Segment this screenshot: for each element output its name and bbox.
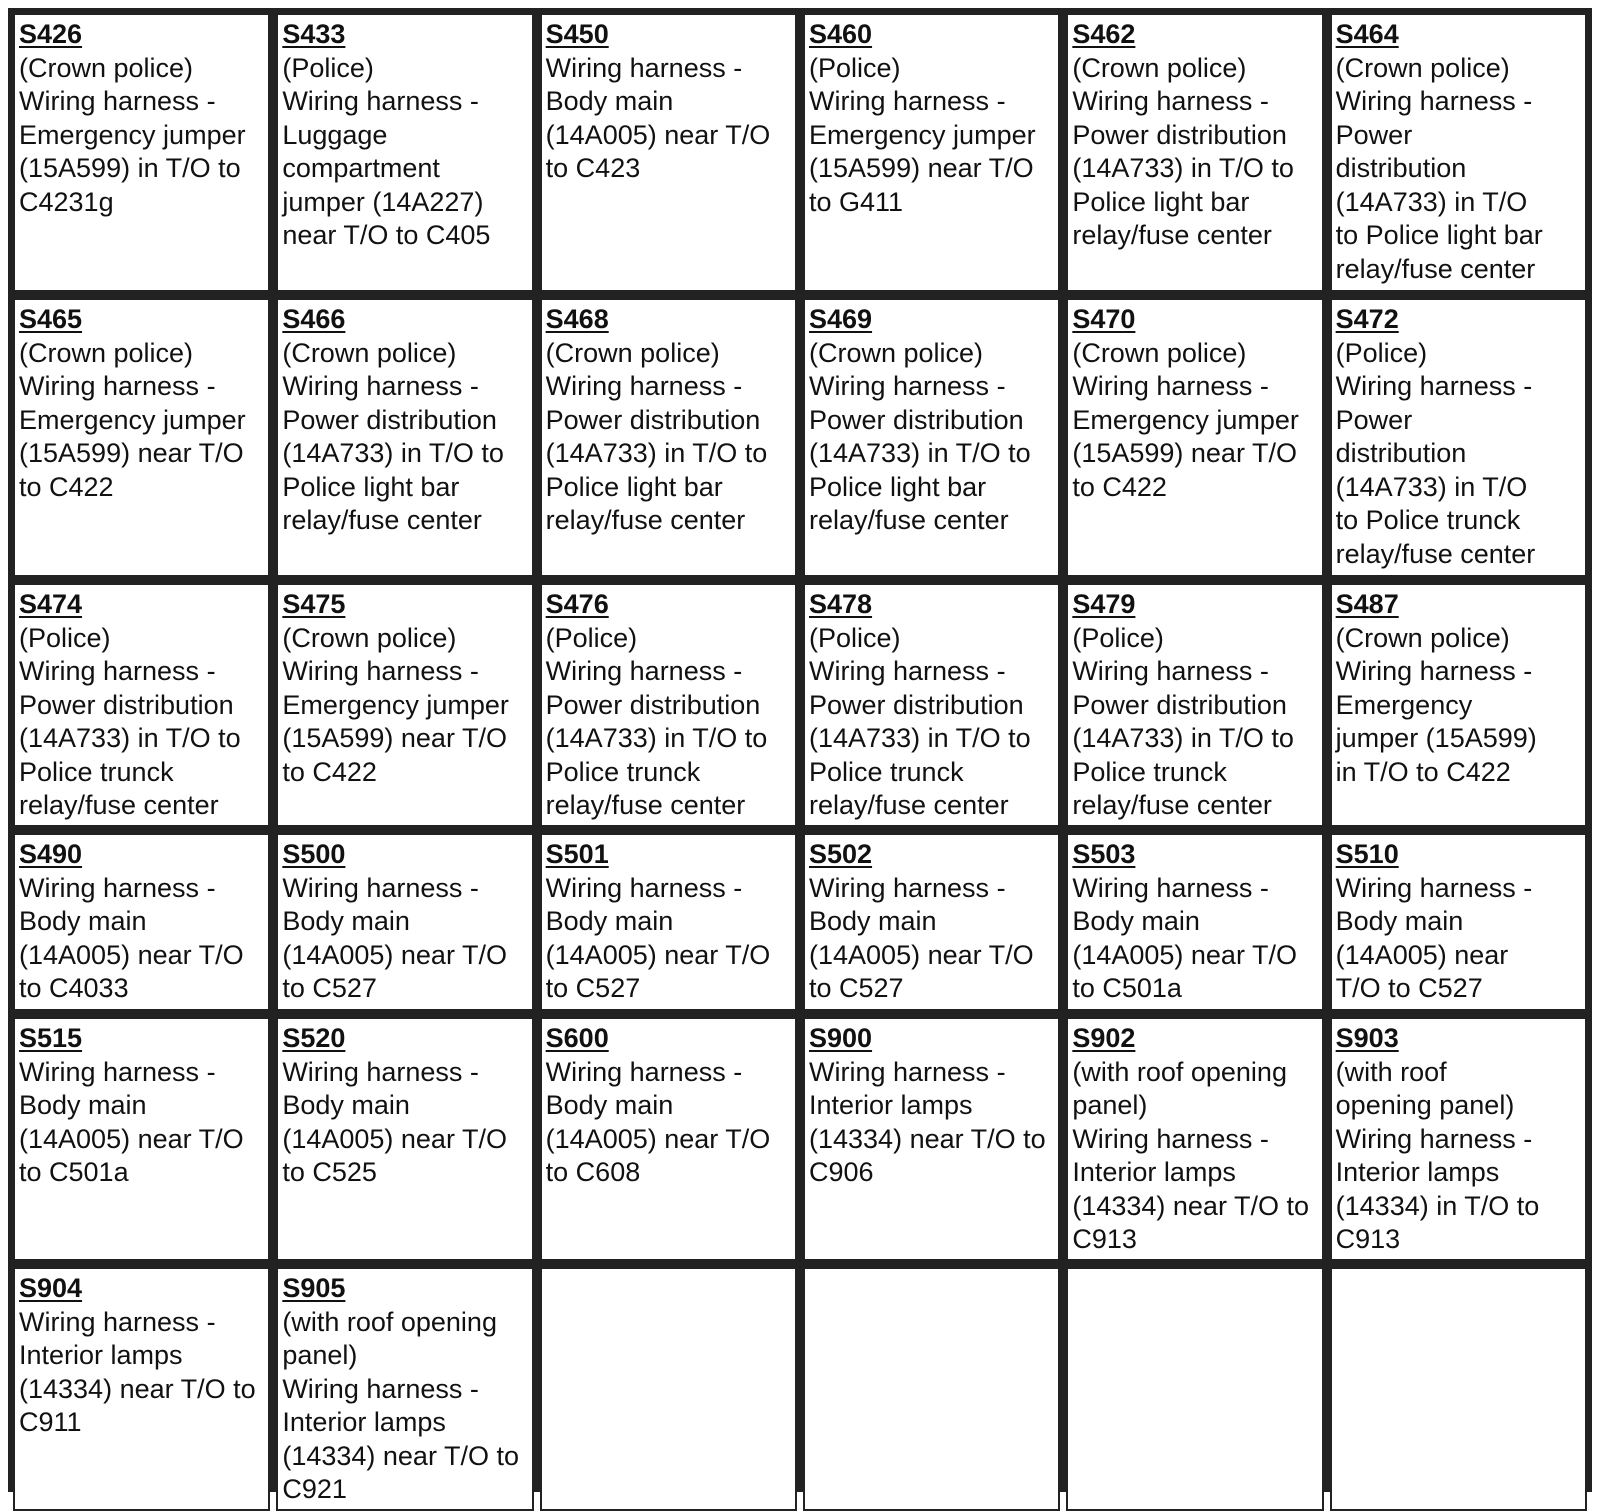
- splice-description-line: (Crown police): [1072, 52, 1247, 83]
- splice-description-line: to Police light bar: [1335, 220, 1543, 250]
- splice-description-line: (Crown police): [1335, 52, 1510, 83]
- splice-description-line: Body main: [282, 906, 410, 936]
- splice-description-line: Body main: [19, 906, 147, 936]
- splice-description-line: Body main: [545, 906, 674, 936]
- splice-description-line: Power distribution: [1072, 119, 1287, 150]
- splice-description-line: C913: [1072, 1224, 1137, 1254]
- splice-description-line: to C527: [545, 973, 641, 1003]
- splice-cell: [13, 298, 270, 577]
- splice-description-line: C921: [282, 1474, 347, 1504]
- splice-description-line: (15A599) near T/O: [809, 153, 1034, 183]
- splice-description-line: relay/fuse center: [1072, 220, 1272, 250]
- splice-description-line: Wiring harness -: [1335, 1123, 1533, 1154]
- splice-description-line: panel): [1072, 1090, 1148, 1120]
- splice-cell: [540, 833, 797, 1011]
- splice-description-line: Wiring harness -: [1072, 656, 1269, 686]
- splice-description-line: (14334) near T/O to: [282, 1440, 519, 1471]
- splice-cell: [1066, 1017, 1323, 1261]
- splice-description-line: Police trunck: [1072, 756, 1227, 787]
- splice-code: S475: [282, 589, 346, 619]
- splice-description-line: Power: [1335, 119, 1413, 150]
- splice-code: S501: [545, 839, 609, 869]
- splice-description-line: (14A005) near: [1335, 939, 1509, 970]
- splice-description-line: (Crown police): [545, 337, 720, 368]
- splice-description-line: Wiring harness -: [19, 1056, 216, 1087]
- splice-description-line: (14A733) in T/O to: [1072, 723, 1294, 753]
- empty-cell: [1066, 1267, 1323, 1511]
- splice-cell: [540, 298, 797, 577]
- splice-code: S902: [1072, 1023, 1136, 1053]
- splice-description-line: Wiring harness -: [282, 872, 479, 903]
- splice-cell: [1330, 298, 1587, 577]
- splice-description-line: Wiring harness -: [809, 371, 1006, 401]
- splice-description-line: Power distribution: [19, 689, 234, 720]
- splice-description-line: (14A733) in T/O to: [809, 723, 1031, 753]
- splice-cell: [276, 298, 533, 577]
- splice-description-line: in T/O to C422: [1335, 756, 1511, 787]
- splice-description-line: Wiring harness -: [19, 656, 216, 686]
- splice-description-line: relay/fuse center: [809, 505, 1009, 535]
- splice-description-line: Wiring harness -: [1335, 371, 1533, 401]
- splice-code: S600: [545, 1023, 609, 1053]
- splice-code: S479: [1072, 589, 1136, 619]
- splice-description-line: Wiring harness -: [1072, 872, 1269, 903]
- splice-description-line: (14A005) near T/O: [1072, 939, 1297, 970]
- splice-description-line: (14334) near T/O to: [1072, 1190, 1309, 1221]
- splice-description-line: (with roof: [1335, 1056, 1447, 1087]
- splice-description-line: (Police): [545, 622, 638, 653]
- splice-description-line: to C527: [809, 973, 904, 1003]
- splice-cell: [803, 298, 1060, 577]
- splice-description-line: Interior lamps: [1072, 1157, 1236, 1187]
- splice-description-line: to C501a: [1072, 973, 1182, 1003]
- splice-description-line: (Police): [282, 52, 374, 83]
- splice-description-line: Emergency jumper: [1072, 404, 1299, 435]
- splice-description-line: Wiring harness -: [1335, 86, 1533, 116]
- splice-description-line: Wiring harness -: [282, 1373, 479, 1404]
- splice-description-line: near T/O to C405: [282, 220, 491, 250]
- splice-description-line: (Police): [809, 52, 901, 83]
- splice-cell: [13, 13, 270, 292]
- splice-code: S470: [1072, 304, 1136, 334]
- splice-description-line: Wiring harness -: [545, 656, 743, 686]
- splice-description-line: C906: [809, 1157, 874, 1187]
- splice-description-line: jumper (15A599): [1335, 723, 1537, 753]
- splice-description-line: Emergency jumper: [809, 119, 1036, 150]
- splice-description-line: (Crown police): [1335, 622, 1510, 653]
- splice-code: S426: [19, 19, 83, 49]
- splice-cell: [540, 583, 797, 827]
- splice-description-line: Wiring harness -: [545, 872, 743, 903]
- splice-code: S900: [809, 1023, 873, 1053]
- splice-description-line: (15A599) near T/O: [1072, 438, 1297, 468]
- splice-description-line: (Crown police): [809, 337, 984, 368]
- splice-cell: [13, 833, 270, 1011]
- splice-code: S502: [809, 839, 873, 869]
- splice-description-line: relay/fuse center: [809, 790, 1009, 820]
- splice-cell: [1330, 833, 1587, 1011]
- splice-description-line: Wiring harness -: [1335, 872, 1533, 903]
- splice-description-line: Police trunck: [809, 756, 964, 787]
- splice-code: S487: [1335, 589, 1399, 619]
- splice-description-line: opening panel): [1335, 1090, 1515, 1120]
- splice-description-line: Wiring harness -: [1335, 656, 1533, 686]
- empty-cell: [803, 1267, 1060, 1511]
- splice-description-line: Wiring harness -: [1072, 371, 1269, 401]
- splice-description-line: to C525: [282, 1157, 377, 1187]
- splice-description-line: Body main: [1072, 906, 1200, 936]
- splice-code: S466: [282, 304, 346, 334]
- splice-description-line: (Crown police): [1072, 337, 1247, 368]
- splice-description-line: to C527: [282, 973, 377, 1003]
- splice-description-line: (15A599) near T/O: [282, 723, 507, 753]
- splice-code: S476: [545, 589, 609, 619]
- splice-description-line: T/O to C527: [1335, 973, 1483, 1003]
- splice-description-line: Wiring harness -: [545, 1056, 743, 1087]
- splice-description-line: relay/fuse center: [545, 790, 746, 820]
- splice-description-line: (Crown police): [282, 337, 457, 368]
- splice-description-line: (with roof opening: [1072, 1056, 1287, 1087]
- splice-description-line: (15A599) near T/O: [19, 438, 244, 468]
- splice-description-line: to C4033: [19, 973, 129, 1003]
- splice-description-line: jumper (14A227): [282, 186, 484, 217]
- splice-code: S904: [19, 1273, 83, 1303]
- splice-description-line: Emergency jumper: [19, 119, 246, 150]
- splice-description-line: Wiring harness -: [1072, 1123, 1269, 1154]
- splice-description-line: Wiring harness -: [19, 1306, 216, 1337]
- splice-description-line: Body main: [282, 1090, 410, 1120]
- splice-code: S510: [1335, 839, 1399, 869]
- splice-code: S468: [545, 304, 609, 334]
- splice-description-line: Power distribution: [545, 404, 761, 435]
- splice-code: S905: [282, 1273, 346, 1303]
- splice-description-line: relay/fuse center: [1335, 538, 1536, 569]
- splice-cell: [276, 1267, 533, 1511]
- splice-description-line: Power distribution: [545, 689, 761, 720]
- splice-description-line: Power distribution: [809, 689, 1024, 720]
- splice-description-line: Interior lamps: [1335, 1157, 1500, 1187]
- splice-description-line: relay/fuse center: [1072, 790, 1272, 820]
- splice-description-line: Body main: [545, 86, 674, 116]
- splice-description-line: (Crown police): [19, 337, 194, 368]
- splice-description-line: Wiring harness -: [809, 872, 1006, 903]
- splice-cell: [803, 583, 1060, 827]
- splice-description-line: compartment: [282, 153, 440, 183]
- splice-description-line: relay/fuse center: [282, 505, 482, 535]
- splice-description-line: Police light bar: [1072, 186, 1250, 217]
- splice-description-line: (14A733) in T/O to: [1072, 153, 1294, 183]
- splice-description-line: (14A733) in T/O to: [809, 438, 1031, 468]
- splice-code: S433: [282, 19, 346, 49]
- splice-description-line: (14A733) in T/O to: [545, 438, 768, 468]
- splice-cell: [13, 583, 270, 827]
- splice-code: S478: [809, 589, 873, 619]
- splice-description-line: (14A005) near T/O: [545, 1123, 771, 1154]
- splice-description-line: Body main: [545, 1090, 674, 1120]
- splice-code: S903: [1335, 1023, 1399, 1053]
- splice-description-line: Police trunck: [545, 756, 701, 787]
- splice-description-line: (Crown police): [282, 622, 457, 653]
- splice-description-line: Wiring harness -: [282, 1056, 479, 1087]
- splice-description-line: Power distribution: [1072, 689, 1287, 720]
- splice-description-line: Body main: [1335, 906, 1464, 936]
- splice-description-line: (14A005) near T/O: [545, 939, 771, 970]
- splice-code: S500: [282, 839, 346, 869]
- splice-description-line: C911: [19, 1407, 82, 1437]
- splice-description-line: relay/fuse center: [545, 505, 746, 535]
- splice-description-line: (with roof opening: [282, 1306, 497, 1337]
- splice-cell: [1066, 583, 1323, 827]
- splice-location-table: [8, 8, 1592, 1504]
- splice-description-line: (14A733) in T/O: [1335, 186, 1528, 217]
- splice-cell: [13, 1017, 270, 1261]
- splice-description-line: Luggage: [282, 119, 388, 150]
- splice-cell: [1066, 298, 1323, 577]
- splice-description-line: (Police): [19, 622, 111, 653]
- splice-description-line: relay/fuse center: [19, 790, 219, 820]
- splice-cell: [803, 833, 1060, 1011]
- splice-cell: [803, 1017, 1060, 1261]
- splice-description-line: Police light bar: [282, 471, 460, 502]
- splice-description-line: Power distribution: [282, 404, 497, 435]
- splice-description-line: Wiring harness -: [809, 86, 1006, 116]
- splice-description-line: distribution: [1335, 438, 1467, 468]
- splice-code: S515: [19, 1023, 83, 1053]
- splice-description-line: Wiring harness -: [282, 656, 479, 686]
- splice-description-line: to Police trunck: [1335, 505, 1521, 535]
- splice-description-line: (14A005) near T/O: [19, 939, 244, 970]
- splice-description-line: (14A733) in T/O: [1335, 471, 1528, 502]
- splice-description-line: Wiring harness -: [282, 371, 479, 401]
- splice-description-line: distribution: [1335, 153, 1467, 183]
- splice-description-line: Power distribution: [809, 404, 1024, 435]
- splice-description-line: to C422: [282, 756, 377, 787]
- splice-description-line: (14334) near T/O to: [19, 1373, 256, 1404]
- splice-description-line: (14A733) in T/O to: [19, 723, 241, 753]
- splice-cell: [276, 13, 533, 292]
- splice-description-line: (14A733) in T/O to: [545, 723, 768, 753]
- splice-description-line: Wiring harness -: [282, 86, 479, 116]
- splice-description-line: relay/fuse center: [1335, 253, 1536, 284]
- splice-cell: [1066, 13, 1323, 292]
- splice-code: S450: [545, 19, 609, 49]
- splice-description-line: Wiring harness -: [809, 656, 1006, 686]
- splice-cell: [1066, 833, 1323, 1011]
- splice-description-line: to C608: [545, 1157, 641, 1187]
- splice-description-line: to C501a: [19, 1157, 129, 1187]
- splice-description-line: Interior lamps: [282, 1407, 446, 1437]
- splice-description-line: Emergency jumper: [19, 404, 246, 435]
- splice-description-line: Emergency jumper: [282, 689, 509, 720]
- splice-description-line: Wiring harness -: [19, 872, 216, 903]
- splice-description-line: Body main: [809, 906, 937, 936]
- splice-code: S464: [1335, 19, 1399, 49]
- splice-code: S460: [809, 19, 873, 49]
- splice-code: S472: [1335, 304, 1399, 334]
- splice-cell: [1330, 1017, 1587, 1261]
- splice-cell: [540, 13, 797, 292]
- splice-cell: [276, 583, 533, 827]
- splice-description-line: (14A005) near T/O: [282, 1123, 507, 1154]
- splice-description-line: Police trunck: [19, 756, 174, 787]
- splice-description-line: Body main: [19, 1090, 147, 1120]
- splice-description-line: Wiring harness -: [545, 371, 743, 401]
- splice-code: S474: [19, 589, 83, 619]
- splice-description-line: Wiring harness -: [809, 1056, 1006, 1087]
- empty-cell: [1330, 1267, 1587, 1511]
- splice-code: S465: [19, 304, 83, 334]
- splice-description-line: Police light bar: [809, 471, 987, 502]
- splice-cell: [13, 1267, 270, 1511]
- splice-description-line: (14334) near T/O to: [809, 1123, 1046, 1154]
- splice-description-line: C913: [1335, 1224, 1401, 1254]
- splice-code: S520: [282, 1023, 346, 1053]
- splice-description-line: Interior lamps: [809, 1090, 973, 1120]
- splice-cell: [1330, 583, 1587, 827]
- splice-description-line: Power: [1335, 404, 1413, 435]
- splice-description-line: (14334) in T/O to: [1335, 1190, 1540, 1221]
- splice-code: S469: [809, 304, 873, 334]
- splice-code: S462: [1072, 19, 1136, 49]
- splice-description-line: Wiring harness -: [19, 86, 216, 116]
- splice-description-line: (Police): [1072, 622, 1164, 653]
- splice-code: S503: [1072, 839, 1136, 869]
- splice-description-line: Wiring harness -: [1072, 86, 1269, 116]
- splice-description-line: to C423: [545, 153, 641, 183]
- splice-description-line: Wiring harness -: [19, 371, 216, 401]
- splice-cell: [276, 1017, 533, 1261]
- splice-description-line: C4231g: [19, 186, 114, 217]
- splice-code: S490: [19, 839, 83, 869]
- splice-description-line: Emergency: [1335, 689, 1473, 720]
- splice-cell: [1330, 13, 1587, 292]
- splice-description-line: to C422: [19, 471, 114, 502]
- splice-description-line: (14A733) in T/O to: [282, 438, 504, 468]
- splice-description-line: Police light bar: [545, 471, 723, 502]
- splice-description-line: (Police): [809, 622, 901, 653]
- splice-description-line: (Crown police): [19, 52, 194, 83]
- splice-description-line: to G411: [809, 186, 904, 217]
- splice-description-line: (14A005) near T/O: [809, 939, 1034, 970]
- splice-description-line: panel): [282, 1340, 358, 1370]
- splice-cell: [803, 13, 1060, 292]
- splice-description-line: (14A005) near T/O: [19, 1123, 244, 1154]
- splice-description-line: (14A005) near T/O: [545, 119, 771, 150]
- splice-description-line: (14A005) near T/O: [282, 939, 507, 970]
- splice-description-line: (Police): [1335, 337, 1428, 368]
- splice-cell: [540, 1017, 797, 1261]
- splice-description-line: (15A599) in T/O to: [19, 153, 241, 183]
- splice-description-line: to C422: [1072, 471, 1167, 502]
- empty-cell: [540, 1267, 797, 1511]
- splice-description-line: Interior lamps: [19, 1340, 183, 1370]
- splice-cell: [276, 833, 533, 1011]
- splice-description-line: Wiring harness -: [545, 52, 743, 83]
